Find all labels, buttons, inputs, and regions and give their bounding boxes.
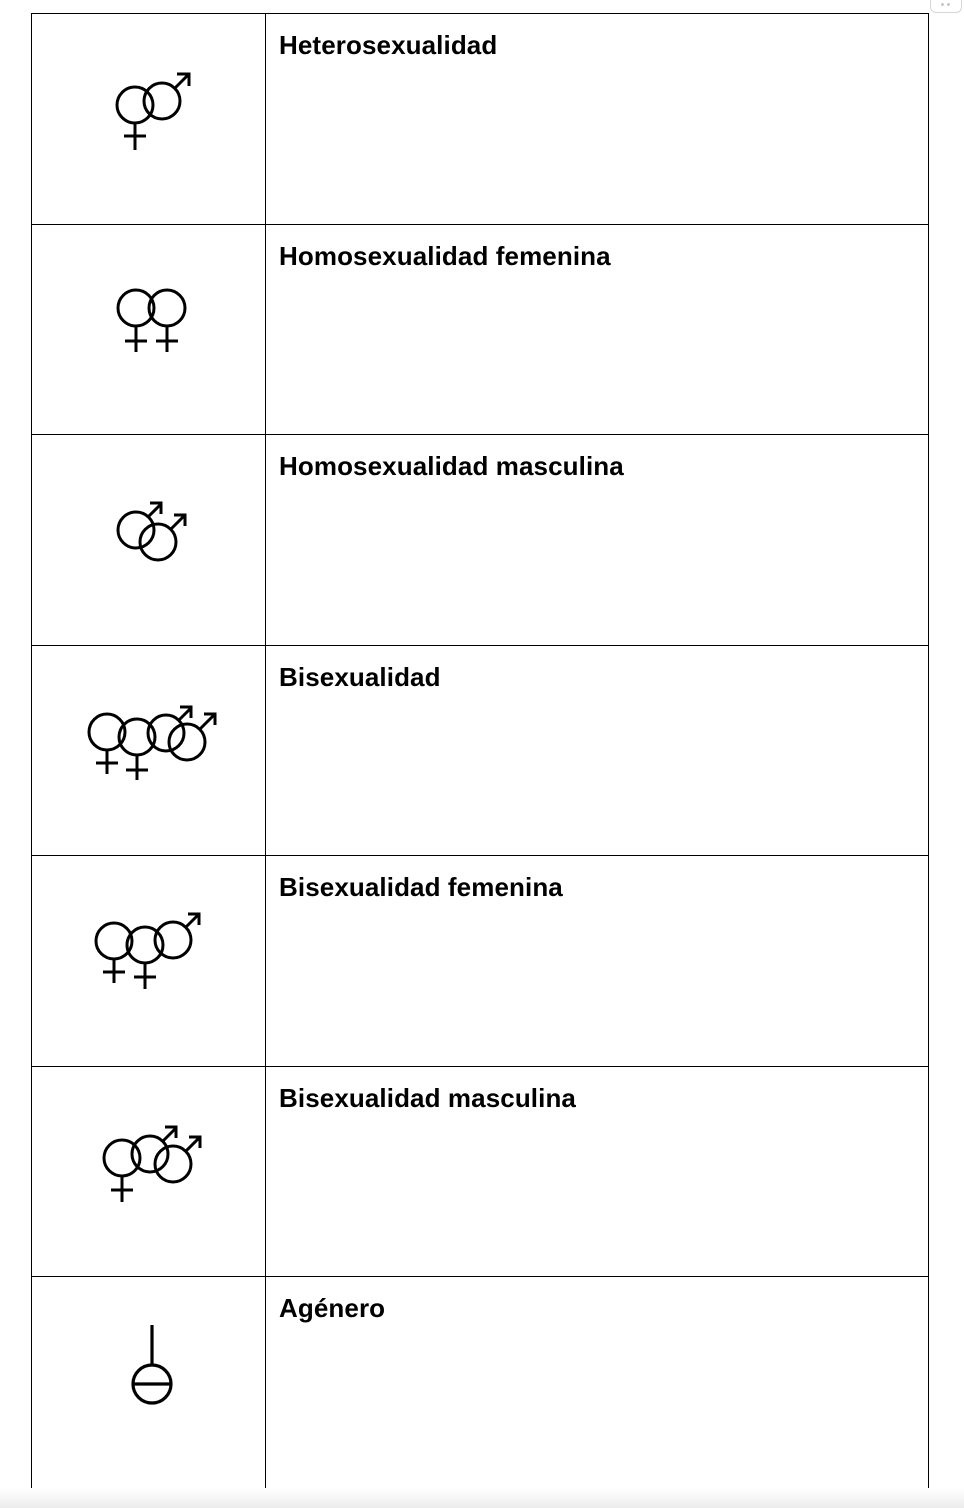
bottom-edge-shadow bbox=[0, 1488, 964, 1508]
label-cell bbox=[266, 1067, 928, 1277]
table-row bbox=[32, 14, 928, 225]
row-label: Bisexualidad femenina bbox=[279, 872, 563, 902]
bisexual-symbol-icon bbox=[32, 646, 264, 854]
lesbian-symbol-icon bbox=[32, 225, 264, 433]
symbol-cell bbox=[32, 646, 266, 856]
label-cell bbox=[266, 225, 928, 435]
table-row bbox=[32, 1277, 928, 1488]
label-cell bbox=[266, 435, 928, 645]
heterosexual-symbol-icon bbox=[32, 14, 264, 222]
table-row bbox=[32, 435, 928, 646]
row-label: Bisexualidad masculina bbox=[279, 1082, 576, 1113]
resize-handle-icon[interactable] bbox=[930, 0, 962, 13]
symbol-cell bbox=[32, 1067, 266, 1277]
gay-symbol-icon bbox=[32, 435, 264, 643]
table-row bbox=[32, 1067, 928, 1278]
symbols-table bbox=[31, 13, 929, 1489]
label-cell bbox=[266, 856, 928, 1066]
symbol-cell bbox=[32, 856, 266, 1066]
male-bisexual-symbol-icon bbox=[32, 1067, 264, 1275]
table-row bbox=[32, 856, 928, 1067]
label-cell bbox=[266, 1277, 928, 1488]
symbol-cell bbox=[32, 14, 266, 224]
agender-symbol-icon bbox=[32, 1277, 264, 1485]
table-row bbox=[32, 225, 928, 436]
row-label: Agénero bbox=[279, 1293, 386, 1323]
label-cell bbox=[266, 646, 928, 856]
symbol-cell bbox=[32, 225, 266, 435]
row-label: Homosexualidad masculina bbox=[279, 451, 624, 481]
female-bisexual-symbol-icon bbox=[32, 856, 264, 1064]
row-label: Bisexualidad bbox=[279, 661, 441, 692]
label-cell bbox=[266, 14, 928, 224]
row-label: Heterosexualidad bbox=[279, 30, 498, 60]
table-row bbox=[32, 646, 928, 857]
symbol-cell bbox=[32, 435, 266, 645]
row-label: Homosexualidad femenina bbox=[279, 240, 611, 271]
symbol-cell bbox=[32, 1277, 266, 1488]
